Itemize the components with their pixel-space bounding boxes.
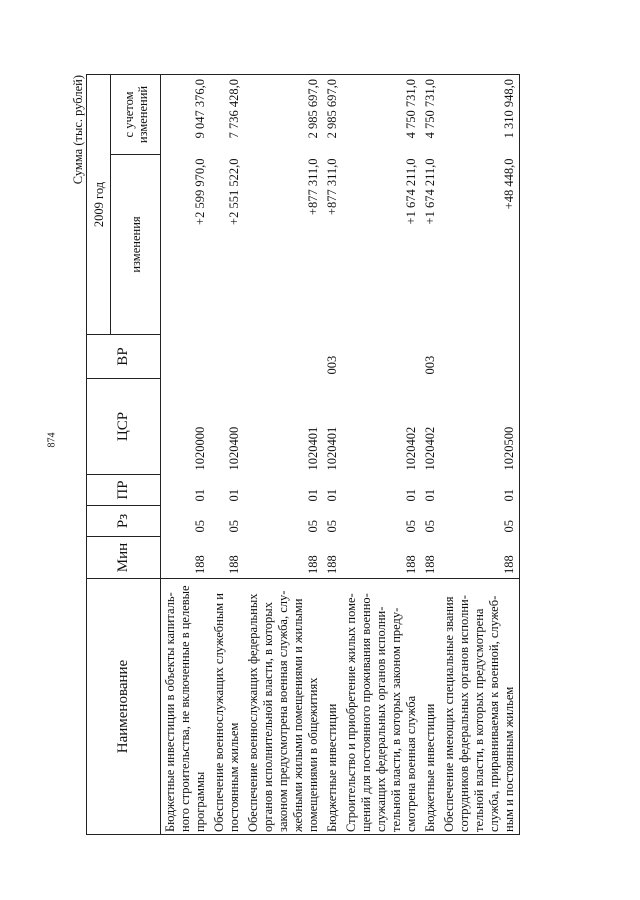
- row-total: 9 047 376,0: [161, 74, 211, 154]
- row-rz: 05: [325, 520, 339, 533]
- row-name: Бюджетные инвестиции: [421, 579, 440, 835]
- table-row: [342, 74, 421, 834]
- row-csr: 1020000: [193, 426, 207, 471]
- table-row: [161, 74, 211, 834]
- header-csr: ЦСР: [87, 379, 161, 475]
- row-pr: 01: [404, 489, 418, 502]
- row-rz: 05: [404, 520, 418, 533]
- table-body: [161, 74, 520, 834]
- table-row: [440, 74, 520, 834]
- row-min: 188: [325, 555, 339, 574]
- row-rz: 05: [227, 520, 241, 533]
- row-change: +2 551 522,0: [227, 158, 241, 225]
- header-name: Наименование: [87, 579, 161, 835]
- row-change: +48 448,0: [440, 155, 520, 335]
- row-change: +2 599 970,0: [193, 158, 207, 225]
- row-pr: 01: [440, 475, 520, 506]
- budget-table: [86, 74, 520, 835]
- row-rz: 05: [440, 506, 520, 537]
- header-pr: ПР: [87, 475, 161, 506]
- row-vr: [440, 335, 520, 379]
- row-name: Строительство и приобретение жилых поме-щений для постоянного проживания военно-служащих федеральных органов исполни-тельной власти, в которых законом преду-смотрена военная служба: [342, 579, 421, 835]
- row-csr: 1020401: [306, 426, 320, 471]
- row-total: 1 310 948,0: [440, 74, 520, 154]
- row-name: Обеспечение военнослужащих федеральных органов исполнительной власти, в которых законом предусмотрена военная служба, слу-жебными жилыми помещениями и жилыми помещениями в общежитиях: [244, 579, 323, 835]
- row-rz: 05: [306, 520, 320, 533]
- row-vr: 003: [325, 355, 339, 375]
- row-vr: [210, 335, 244, 379]
- row-name: Обеспечение военнослужащих служебным и постоянным жильем: [210, 579, 244, 835]
- row-rz: 05: [423, 520, 437, 533]
- row-pr: 01: [306, 489, 320, 502]
- row-name: Бюджетные инвестиции: [323, 579, 342, 835]
- row-change: +1 674 211,0: [423, 158, 437, 225]
- row-min: 188: [423, 555, 437, 574]
- row-rz: 05: [193, 520, 207, 533]
- row-change: +877 311,0: [306, 158, 320, 216]
- row-total: 4 750 731,0: [342, 74, 421, 154]
- row-total: 2 985 697,0: [244, 74, 323, 154]
- table-row: [244, 74, 323, 834]
- rotated-page-content: [70, 75, 560, 835]
- row-name: Обеспечение имеющих специальные звания сотрудников федеральных органов исполни-тельной власти, в которых предусмотрена служба, приравниваемая к военной, служеб-ным и постоянным жильем: [440, 579, 520, 835]
- table-header: [87, 74, 161, 834]
- row-pr: 01: [227, 489, 241, 502]
- row-pr: 01: [325, 489, 339, 502]
- table-row: [210, 74, 244, 834]
- row-total: 7 736 428,0: [210, 74, 244, 154]
- header-vr: ВР: [87, 335, 161, 379]
- row-csr: 1020500: [440, 379, 520, 475]
- row-min: 188: [227, 555, 241, 574]
- row-csr: 1020401: [325, 426, 339, 471]
- row-name: Бюджетные инвестиции в объекты капиталь-ного строительства, не включенные в целевые программы: [161, 579, 211, 835]
- header-with-changes: с учетом изменений: [111, 74, 161, 154]
- row-change: +877 311,0: [325, 158, 339, 216]
- row-vr: 003: [423, 355, 437, 375]
- header-change: изменения: [111, 155, 161, 335]
- header-year: 2009 год: [87, 74, 111, 334]
- row-vr: [161, 335, 211, 379]
- row-min: 188: [306, 555, 320, 574]
- row-min: 188: [440, 537, 520, 579]
- row-min: 188: [193, 555, 207, 574]
- row-pr: 01: [423, 489, 437, 502]
- row-csr: 1020402: [423, 426, 437, 471]
- row-csr: 1020400: [227, 426, 241, 471]
- row-total: 4 750 731,0: [421, 74, 440, 154]
- table-caption: Сумма (тыс. рублей): [71, 75, 85, 185]
- table-row: [323, 74, 342, 834]
- row-change: +1 674 211,0: [404, 158, 418, 225]
- header-rz: Рз: [87, 506, 161, 537]
- row-csr: 1020402: [404, 426, 418, 471]
- page-number: 874: [46, 432, 58, 448]
- row-vr: [244, 335, 323, 379]
- row-vr: [342, 335, 421, 379]
- table-row: [421, 74, 440, 834]
- row-total: 2 985 697,0: [323, 74, 342, 154]
- row-min: 188: [404, 555, 418, 574]
- header-min: Мин: [87, 537, 161, 579]
- row-pr: 01: [193, 489, 207, 502]
